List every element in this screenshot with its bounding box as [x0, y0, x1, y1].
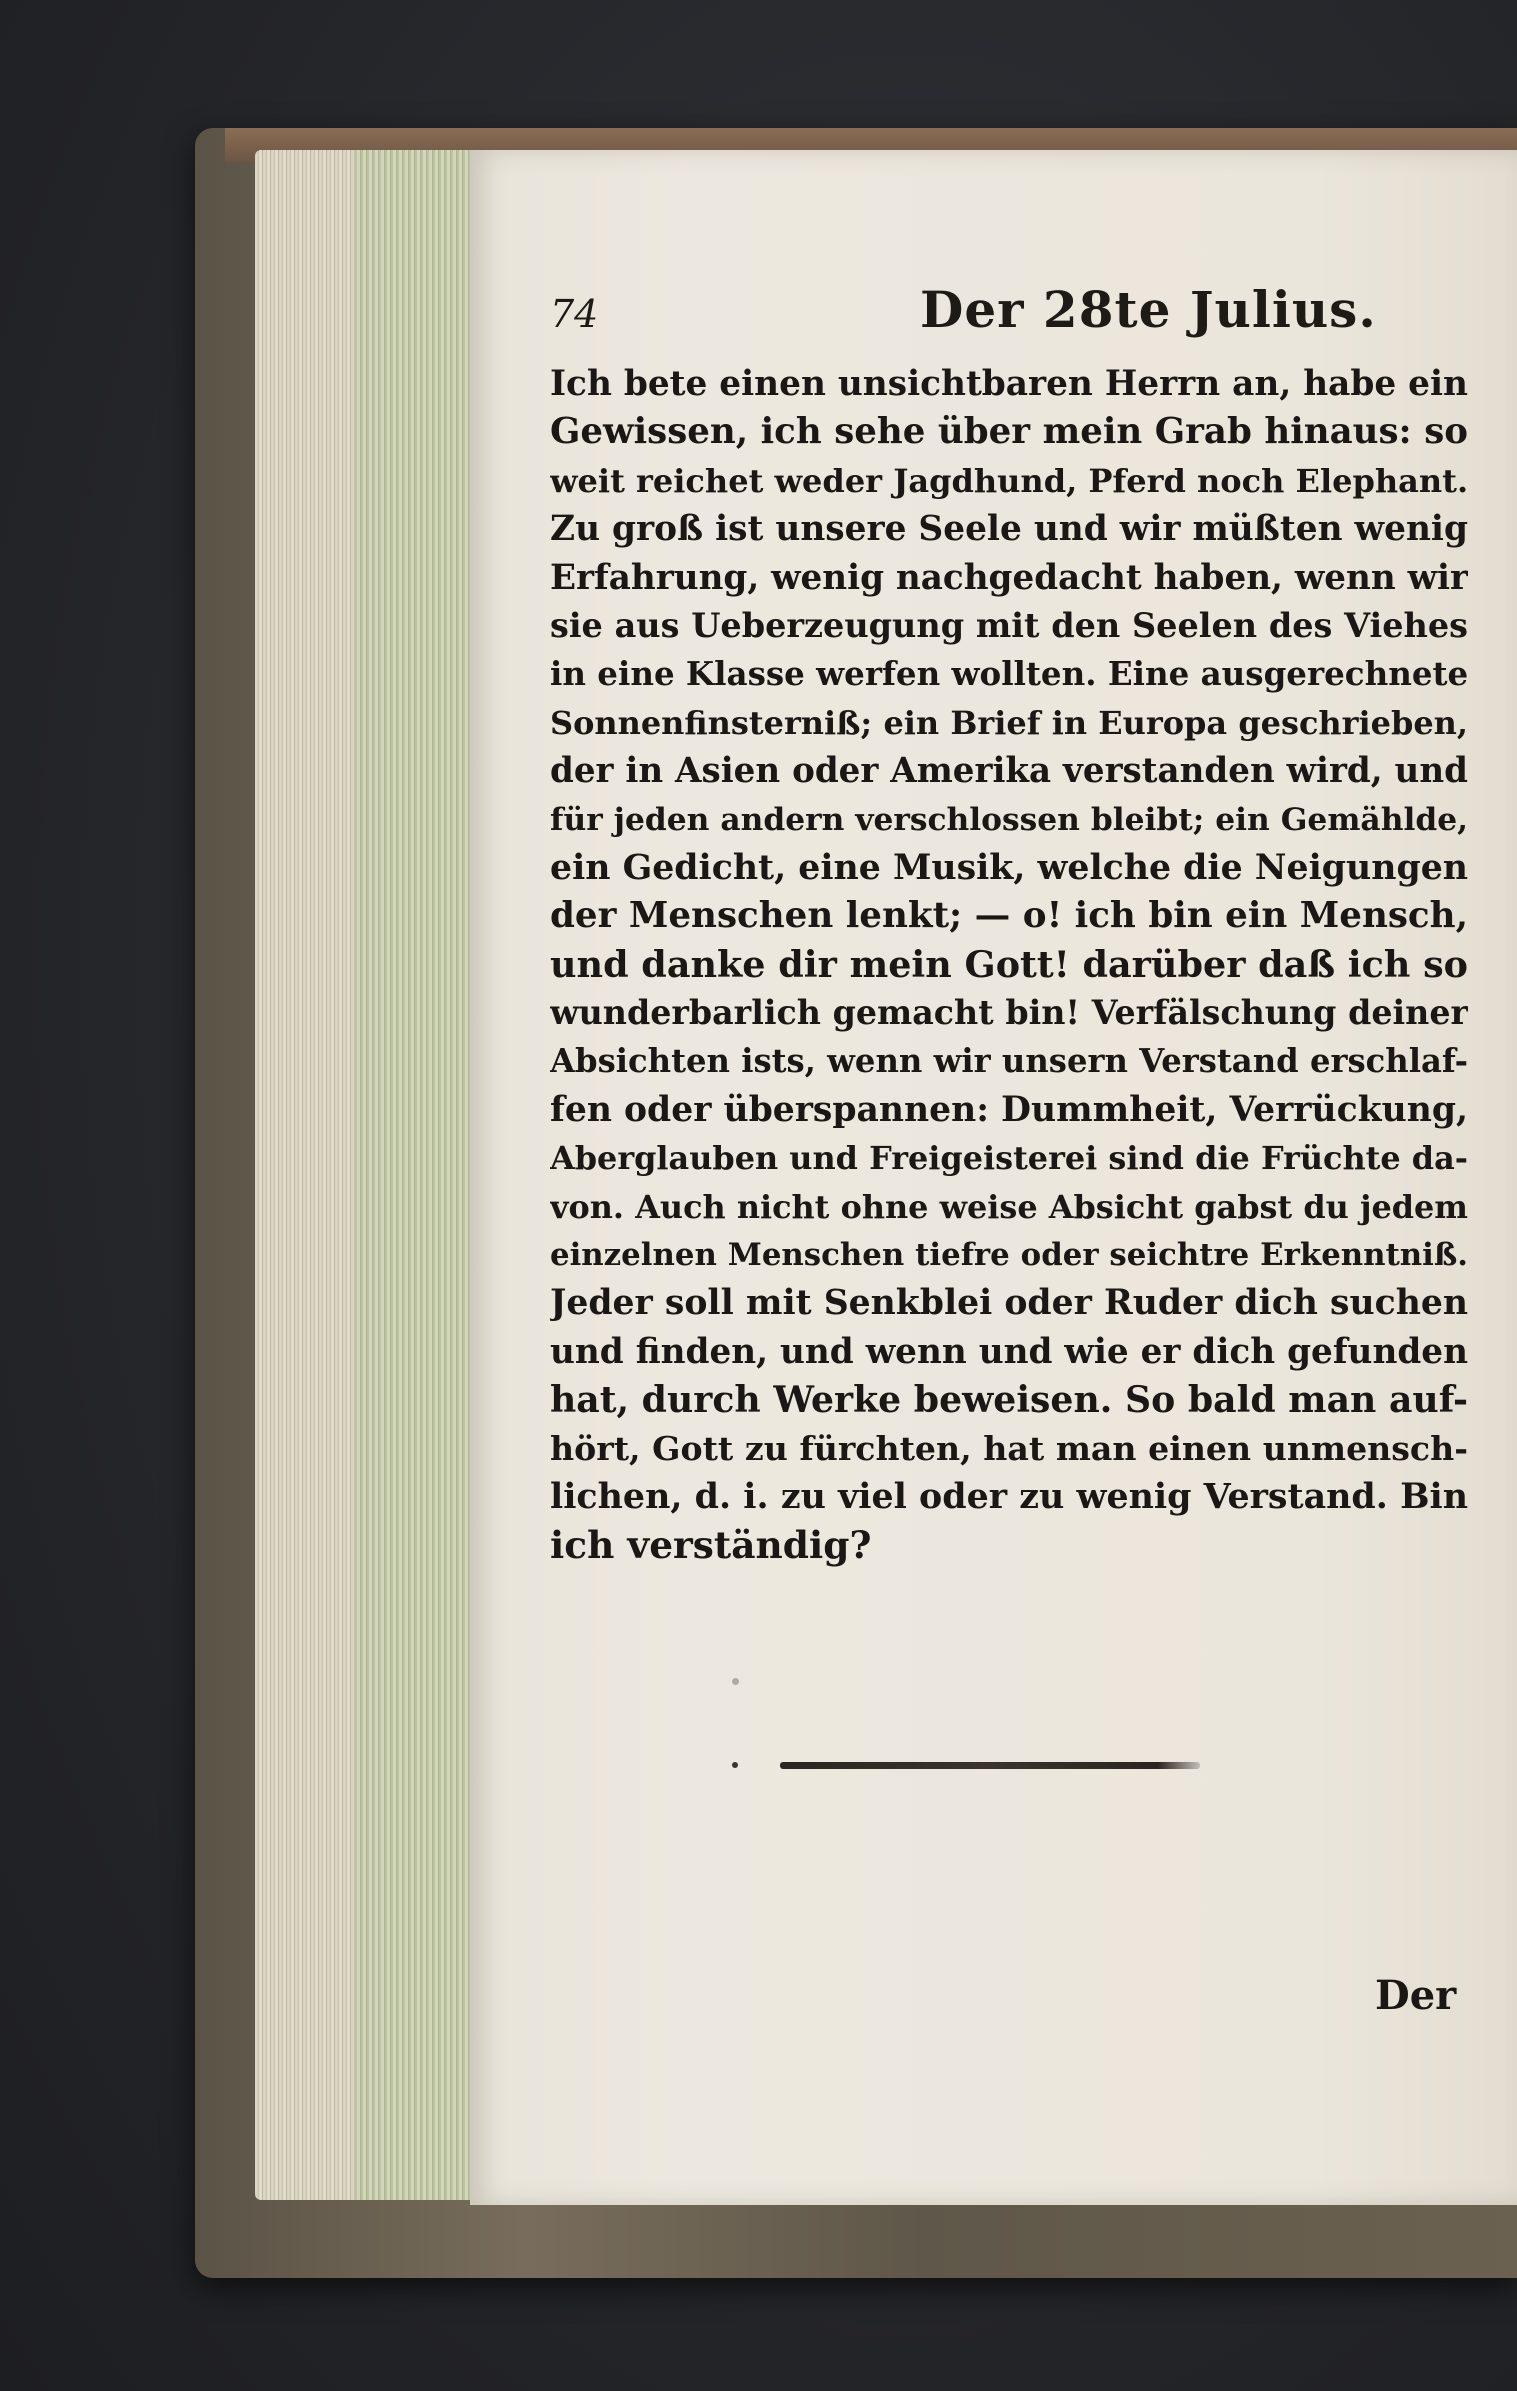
text-line: hört, Gott zu fürchten, hat man einen unmensch- [550, 1428, 1468, 1468]
text-line: und finden, und wenn und wie er dich gefunden [550, 1331, 1468, 1372]
text-line: der Menschen lenkt; — o! ich bin ein Mensch, [550, 895, 1468, 937]
text-line: für jeden andern verschlossen bleibt; ein Gemählde, [550, 801, 1468, 838]
text-line: Erfahrung, wenig nachgedacht haben, wenn wir [550, 557, 1468, 598]
text-line: ich verständig? [550, 1523, 872, 1568]
text-line: wunderbarlich gemacht bin! Verfälschung deiner [550, 993, 1468, 1033]
text-line: der in Asien oder Amerika verstanden wird, und [550, 751, 1468, 792]
text-line: Absichten ists, wenn wir unsern Verstand erschlaf- [550, 1042, 1468, 1081]
text-line: Zu groß ist unsere Seele und wir müßten wenig [550, 509, 1468, 550]
text-line: und danke dir mein Gott! darüber daß ich so [550, 942, 1468, 986]
text-line: hat, durch Werke beweisen. So bald man auf- [550, 1378, 1468, 1422]
running-head: Der 28te Julius. [920, 280, 1377, 339]
text-line: einzelnen Menschen tiefre oder seichtre Erkenntniß. [550, 1237, 1468, 1274]
ornament-dot [732, 1762, 738, 1768]
page-header [550, 280, 1450, 350]
ornamental-rule [780, 1762, 1200, 1769]
paper-speck [732, 1678, 739, 1685]
text-line: in eine Klasse werfen wollten. Eine ausgerechnete [550, 654, 1468, 694]
body-text [550, 360, 1468, 1570]
text-line: weit reichet weder Jagdhund, Pferd noch Elephant. [550, 461, 1468, 500]
catchword: Der [1375, 1972, 1457, 2019]
text-line: Aberglauben und Freigeisterei sind die Früchte da- [550, 1139, 1468, 1178]
text-line: Ich bete einen unsichtbaren Herrn an, habe ein [550, 364, 1468, 404]
page-stack-green-edge [355, 150, 470, 2200]
printed-page [470, 150, 1517, 2205]
text-line: lichen, d. i. zu viel oder zu wenig Verstand. Bin [550, 1475, 1468, 1517]
page-number: 74 [550, 292, 599, 336]
text-line: ein Gedicht, eine Musik, welche die Neigungen [550, 846, 1468, 888]
text-line: von. Auch nicht ohne weise Absicht gabst du jedem [550, 1187, 1468, 1226]
text-line: Jeder soll mit Senkblei oder Ruder dich suchen [550, 1283, 1468, 1324]
text-line: Sonnenfinsterniß; ein Brief in Europa geschrieben, [550, 703, 1468, 742]
text-line: sie aus Ueberzeugung mit den Seelen des Viehes [550, 605, 1468, 645]
text-line: fen oder überspannen: Dummheit, Verrückung, [550, 1089, 1468, 1130]
text-line: Gewissen, ich sehe über mein Grab hinaus: so [550, 411, 1468, 453]
